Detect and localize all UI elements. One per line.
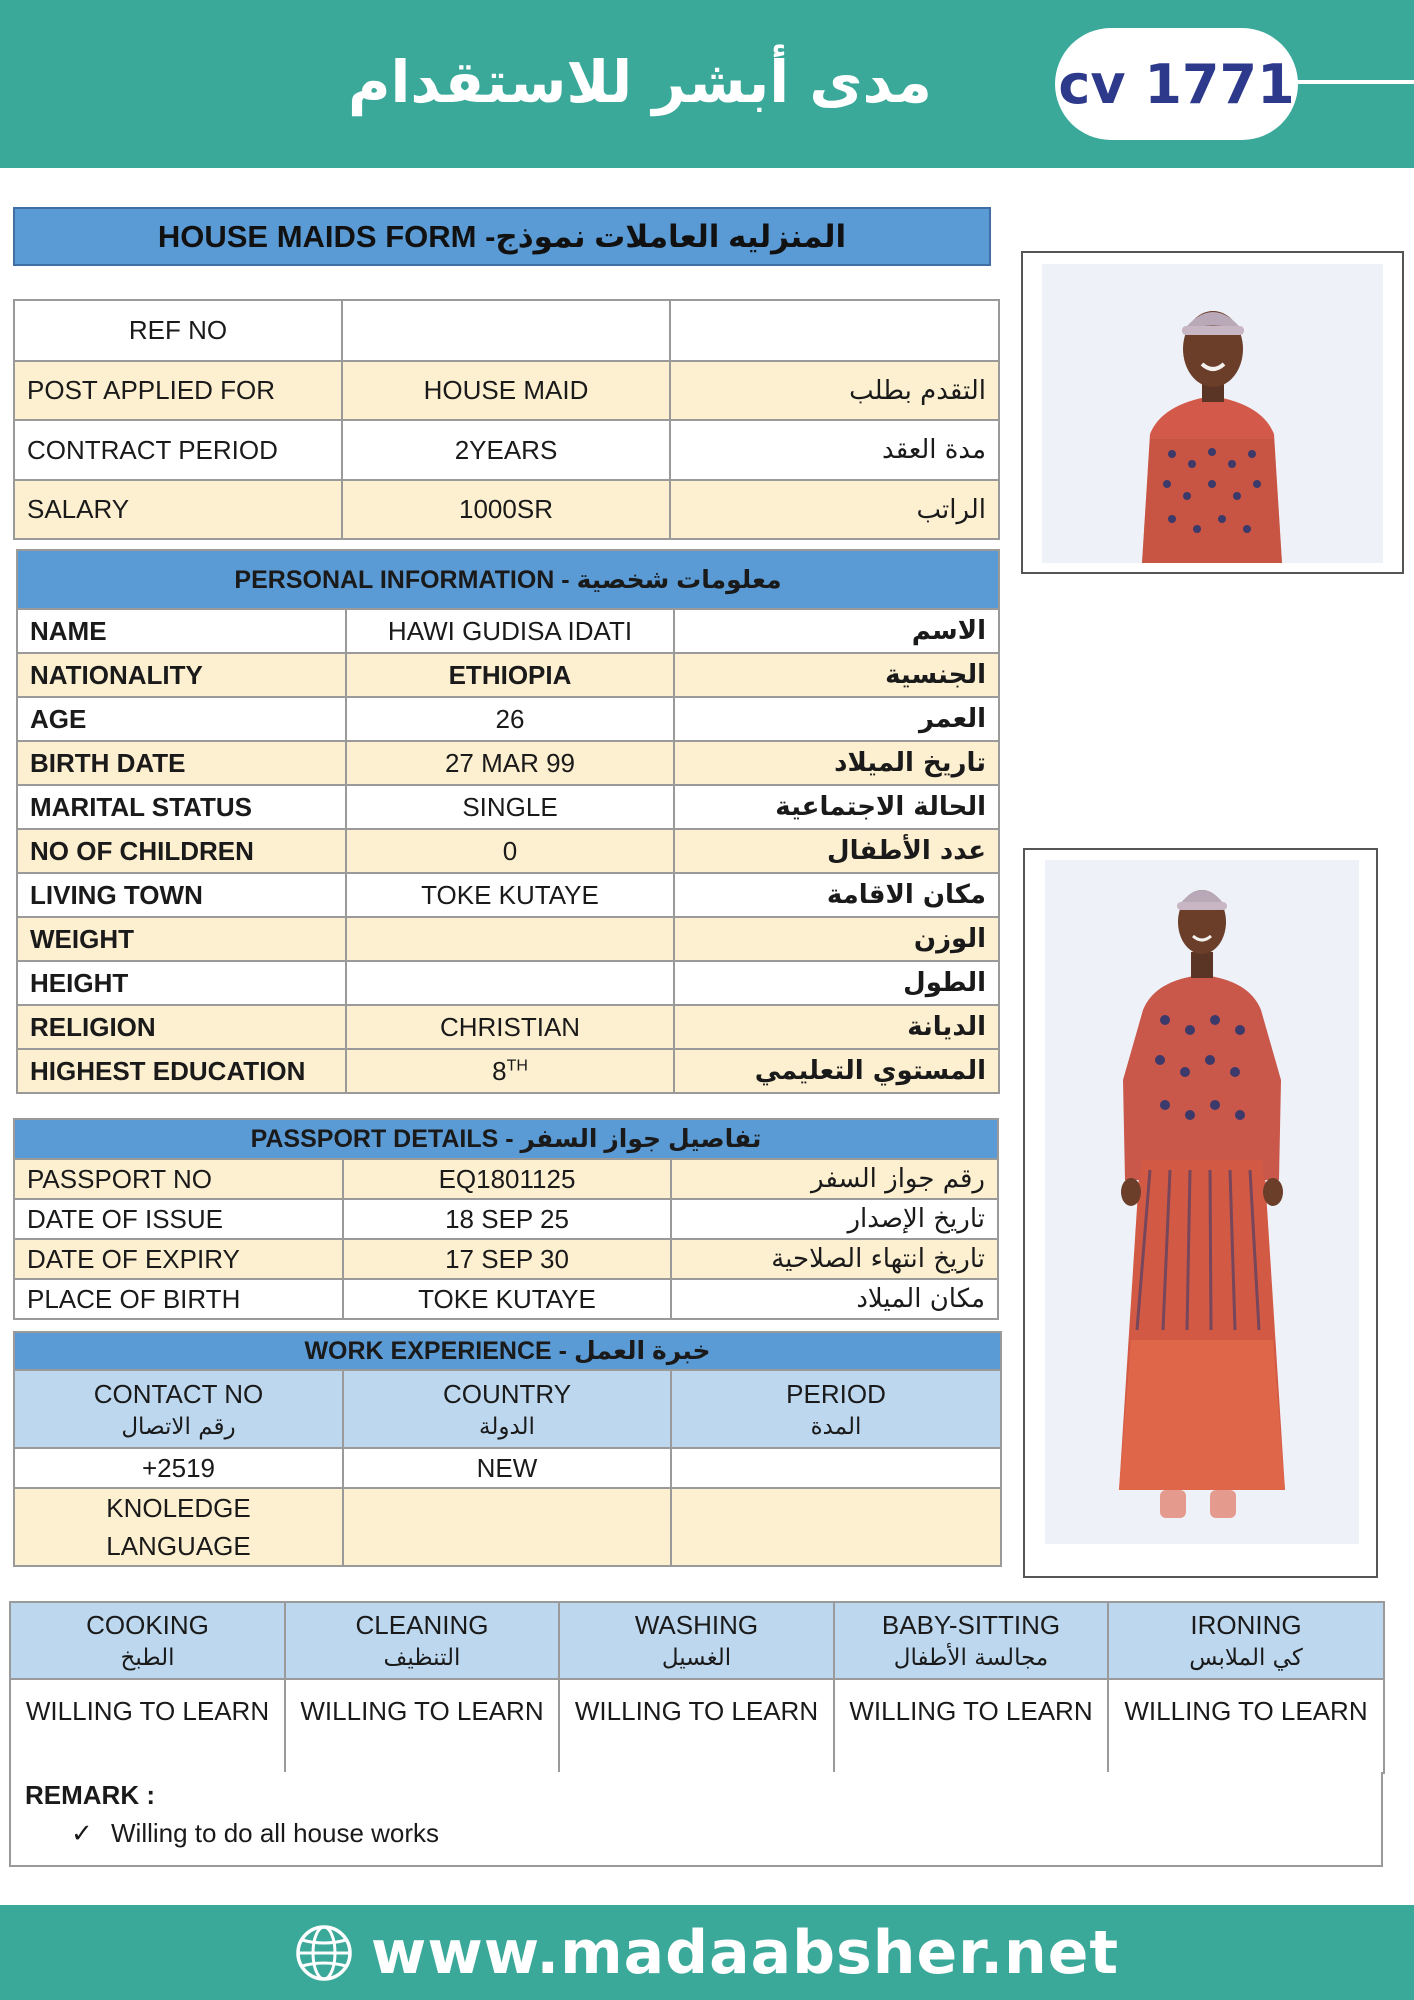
contact-no-header	[14, 1370, 343, 1448]
expiry-date-value: 17 SEP 30	[343, 1239, 671, 1279]
form-title: HOUSE MAIDS FORM -المنزليه العاملات نموذج	[13, 207, 991, 266]
education-arabic: المستوي التعليمي	[674, 1049, 999, 1093]
nationality-value: ETHIOPIA	[346, 653, 674, 697]
skill-babysitting-value: WILLING TO LEARN	[834, 1679, 1108, 1773]
table-row	[14, 1332, 1001, 1370]
table-row	[17, 653, 999, 697]
ref-no-label: REF NO	[14, 300, 342, 361]
skill-cooking-header	[10, 1602, 285, 1679]
company-title: مدى أبشر للاستقدام	[348, 48, 932, 116]
age-arabic: العمر	[674, 697, 999, 741]
knowledge-period-cell	[671, 1488, 1001, 1566]
table-row	[14, 1159, 998, 1199]
table-row	[10, 1602, 1384, 1679]
passport-no-arabic: رقم جواز السفر	[671, 1159, 998, 1199]
expiry-date-label: DATE OF EXPIRY	[14, 1239, 343, 1279]
birth-date-value: 27 MAR 99	[346, 741, 674, 785]
education-level: 8	[492, 1055, 507, 1086]
height-value	[346, 961, 674, 1005]
remark-box	[9, 1772, 1383, 1867]
period-value	[671, 1448, 1001, 1488]
skill-ironing-header	[1108, 1602, 1384, 1679]
children-label: NO OF CHILDREN	[17, 829, 346, 873]
remark-item	[71, 1818, 439, 1849]
skill-cooking-value: WILLING TO LEARN	[10, 1679, 285, 1773]
knowledge-language-label	[14, 1488, 343, 1566]
living-town-value: TOKE KUTAYE	[346, 873, 674, 917]
skill-ar: كي الملابس	[1189, 1645, 1303, 1671]
issue-date-arabic: تاريخ الإصدار	[671, 1199, 998, 1239]
skill-ar: الطبخ	[120, 1645, 175, 1671]
table-row	[17, 829, 999, 873]
table-row	[14, 1119, 998, 1159]
expiry-date-arabic: تاريخ انتهاء الصلاحية	[671, 1239, 998, 1279]
skill-washing-value: WILLING TO LEARN	[559, 1679, 834, 1773]
salary-value: 1000SR	[342, 480, 670, 539]
contact-no-en: CONTACT NO	[93, 1378, 264, 1409]
table-row	[14, 361, 999, 420]
birth-place-label: PLACE OF BIRTH	[14, 1279, 343, 1319]
marital-status-value: SINGLE	[346, 785, 674, 829]
skill-en: CLEANING	[355, 1610, 489, 1640]
skill-ironing-value: WILLING TO LEARN	[1108, 1679, 1384, 1773]
birth-place-arabic: مكان الميلاد	[671, 1279, 998, 1319]
table-row	[17, 785, 999, 829]
portrait-photo	[1042, 264, 1383, 563]
personal-info-table	[16, 549, 1000, 1094]
birth-place-value: TOKE KUTAYE	[343, 1279, 671, 1319]
contract-period-value: 2YEARS	[342, 420, 670, 480]
table-row	[14, 300, 999, 361]
table-row	[17, 873, 999, 917]
marital-status-label: MARITAL STATUS	[17, 785, 346, 829]
table-row	[17, 961, 999, 1005]
birth-date-label: BIRTH DATE	[17, 741, 346, 785]
height-arabic: الطول	[674, 961, 999, 1005]
country-header	[343, 1370, 671, 1448]
table-row	[14, 1239, 998, 1279]
passport-no-label: PASSPORT NO	[14, 1159, 343, 1199]
skill-cleaning-value: WILLING TO LEARN	[285, 1679, 559, 1773]
table-row	[14, 1370, 1001, 1448]
skill-ar: مجالسة الأطفال	[893, 1645, 1049, 1671]
work-experience-table	[13, 1331, 1002, 1567]
name-label: NAME	[17, 609, 346, 653]
salary-label: SALARY	[14, 480, 342, 539]
religion-value: CHRISTIAN	[346, 1005, 674, 1049]
cv-number-badge: cv 1771	[1055, 28, 1298, 140]
table-row	[17, 1005, 999, 1049]
header-divider-line	[1296, 80, 1414, 84]
skill-washing-header	[559, 1602, 834, 1679]
ref-no-arabic	[670, 300, 999, 361]
country-ar: الدولة	[479, 1413, 535, 1440]
post-applied-label: POST APPLIED FOR	[14, 361, 342, 420]
ref-no-value	[342, 300, 670, 361]
weight-value	[346, 917, 674, 961]
full-body-photo-background	[1045, 860, 1359, 1544]
weight-arabic: الوزن	[674, 917, 999, 961]
remark-text: Willing to do all house works	[111, 1818, 440, 1848]
period-ar: المدة	[810, 1413, 862, 1440]
table-row	[14, 1488, 1001, 1566]
country-en: COUNTRY	[442, 1378, 572, 1409]
table-row	[14, 1448, 1001, 1488]
skill-en: IRONING	[1190, 1610, 1302, 1640]
living-town-label: LIVING TOWN	[17, 873, 346, 917]
age-value: 26	[346, 697, 674, 741]
full-body-photo	[1045, 860, 1359, 1544]
table-row	[10, 1679, 1384, 1773]
children-arabic: عدد الأطفال	[674, 829, 999, 873]
website-link[interactable]: www.madaabsher.net	[370, 1917, 1120, 1988]
salary-arabic: الراتب	[670, 480, 999, 539]
skill-en: COOKING	[86, 1610, 209, 1640]
work-heading: WORK EXPERIENCE - خبرة العمل	[14, 1332, 1001, 1370]
nationality-label: NATIONALITY	[17, 653, 346, 697]
issue-date-value: 18 SEP 25	[343, 1199, 671, 1239]
religion-arabic: الديانة	[674, 1005, 999, 1049]
table-row	[17, 609, 999, 653]
table-row	[17, 1049, 999, 1093]
period-en: PERIOD	[786, 1378, 886, 1409]
skill-babysitting-header	[834, 1602, 1108, 1679]
religion-label: RELIGION	[17, 1005, 346, 1049]
contact-no-ar: رقم الاتصال	[121, 1413, 236, 1440]
passport-no-value: EQ1801125	[343, 1159, 671, 1199]
height-label: HEIGHT	[17, 961, 346, 1005]
contract-period-arabic: مدة العقد	[670, 420, 999, 480]
children-value: 0	[346, 829, 674, 873]
issue-date-label: DATE OF ISSUE	[14, 1199, 343, 1239]
portrait-photo-background	[1042, 264, 1383, 563]
table-row	[17, 697, 999, 741]
knowledge-text: KNOLEDGE	[106, 1493, 251, 1523]
age-label: AGE	[17, 697, 346, 741]
personal-info-heading: PERSONAL INFORMATION - معلومات شخصية	[17, 550, 999, 609]
table-row	[14, 420, 999, 480]
skill-en: BABY-SITTING	[881, 1610, 1061, 1640]
contact-no-value: +2519	[14, 1448, 343, 1488]
remark-title: REMARK :	[25, 1780, 155, 1810]
full-body-photo-frame	[1023, 848, 1378, 1578]
knowledge-country-cell	[343, 1488, 671, 1566]
skills-table	[9, 1601, 1385, 1774]
checkmark-icon: ✓	[71, 1818, 93, 1848]
globe-icon	[295, 1924, 353, 1982]
marital-status-arabic: الحالة الاجتماعية	[674, 785, 999, 829]
skill-ar: التنظيف	[383, 1645, 461, 1671]
birth-date-arabic: تاريخ الميلاد	[674, 741, 999, 785]
table-row	[14, 1279, 998, 1319]
table-row	[17, 917, 999, 961]
language-text: LANGUAGE	[106, 1531, 251, 1561]
portrait-photo-frame	[1021, 251, 1404, 574]
post-applied-arabic: التقدم بطلب	[670, 361, 999, 420]
page-header	[0, 0, 1414, 168]
table-row	[17, 550, 999, 609]
table-row	[14, 480, 999, 539]
name-value: HAWI GUDISA IDATI	[346, 609, 674, 653]
name-arabic: الاسم	[674, 609, 999, 653]
page-footer	[0, 1905, 1414, 2000]
basic-info-table	[13, 299, 1000, 540]
skill-cleaning-header	[285, 1602, 559, 1679]
table-row	[17, 741, 999, 785]
weight-label: WEIGHT	[17, 917, 346, 961]
country-value: NEW	[343, 1448, 671, 1488]
education-label: HIGHEST EDUCATION	[17, 1049, 346, 1093]
nationality-arabic: الجنسية	[674, 653, 999, 697]
period-header	[671, 1370, 1001, 1448]
table-row	[14, 1199, 998, 1239]
skill-ar: الغسيل	[661, 1645, 732, 1671]
post-applied-value: HOUSE MAID	[342, 361, 670, 420]
living-town-arabic: مكان الاقامة	[674, 873, 999, 917]
passport-heading: PASSPORT DETAILS - تفاصيل جواز السفر	[14, 1119, 998, 1159]
contract-period-label: CONTRACT PERIOD	[14, 420, 342, 480]
skill-en: WASHING	[634, 1610, 759, 1640]
passport-table	[13, 1118, 999, 1320]
education-value	[346, 1049, 674, 1093]
education-suffix: TH	[506, 1056, 528, 1074]
